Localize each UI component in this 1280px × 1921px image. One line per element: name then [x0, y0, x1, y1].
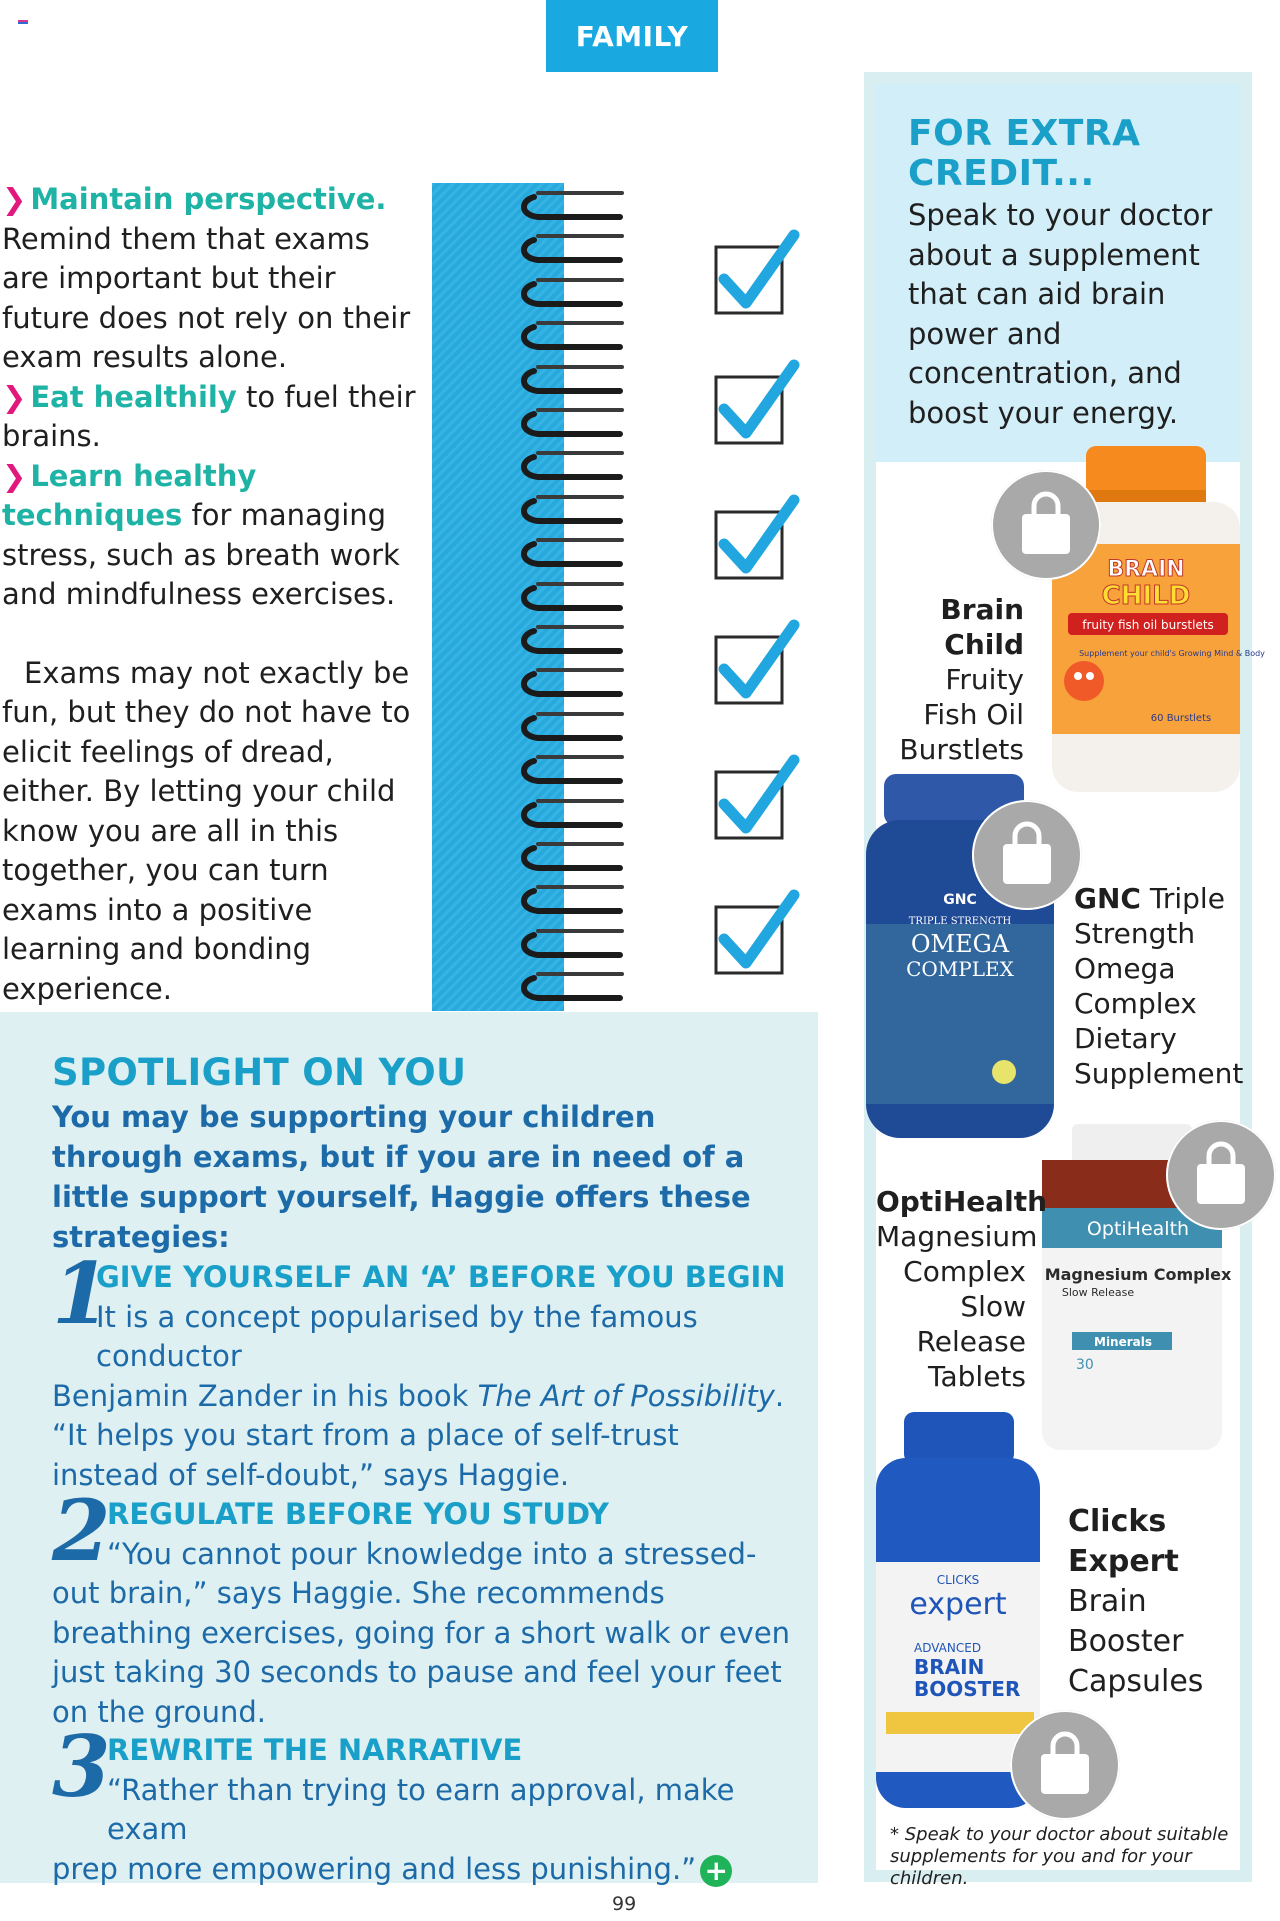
bottle-label-text: 60 Burstlets: [1150, 713, 1212, 724]
strategy-item: [52, 1244, 792, 1495]
bottle-label-text: CHILD: [1101, 581, 1191, 611]
product-desc: Magnesium Complex Slow Release Tablets: [876, 1220, 1038, 1393]
bottle-label-text: Slow Release: [1061, 1286, 1135, 1299]
strategy-text: . “It helps you start from a place of self-trust instead of self-doubt,” says Haggie.: [52, 1378, 785, 1492]
spiral-ring: [524, 534, 634, 574]
checkbox-checked-icon: [708, 748, 808, 848]
spotlight-title: SPOTLIGHT ON YOU: [52, 1051, 467, 1094]
bullet-item: [2, 457, 422, 615]
bottle-label-text: CLICKS: [936, 1573, 980, 1587]
strategy-number: 3: [52, 1717, 111, 1816]
bullet-text: for managing stress, such as breath work and mindfulness exercises.: [2, 498, 400, 611]
spiral-ring: [524, 968, 634, 1008]
strategy-first-line: It is a concept popularised by the famous conductor: [96, 1299, 698, 1373]
strategy-body: [52, 1535, 792, 1733]
strategy-number: 2: [52, 1481, 111, 1580]
notebook-illustration: [432, 183, 822, 1011]
product-desc: Fruity Fish Oil Burstlets: [899, 663, 1024, 766]
bottle-label-text: 30: [1076, 1357, 1094, 1373]
bottle-label-text: Supplement your child's Growing Mind & Body: [1079, 649, 1265, 658]
spiral-ring: [524, 447, 634, 487]
bullet-text: to fuel their brains.: [2, 379, 416, 453]
corner-mark: [18, 20, 28, 24]
spiral-ring: [524, 925, 634, 965]
bottle-label-text: OMEGA: [910, 930, 1010, 958]
product-caption: [1074, 881, 1244, 1091]
left-column: [2, 180, 422, 1009]
bullet-heading: Eat healthily: [30, 379, 237, 414]
strategy-number: 1: [52, 1244, 111, 1343]
checkbox-checked-icon: [708, 223, 808, 323]
product-caption: [876, 1184, 1048, 1394]
strategy-body: [52, 1771, 792, 1890]
strategy-first-line: “You cannot pour knowledge into a stressed-: [107, 1536, 757, 1571]
checkbox-checked-icon: [708, 353, 808, 453]
spotlight-intro: You may be supporting your children through exams, but if you are in need of a little support yourself, Haggie offers these strategies:: [52, 1100, 751, 1254]
strategy-heading: GIVE YOURSELF AN ‘A’ BEFORE YOU BEGIN: [96, 1260, 786, 1294]
product-brand: GNC: [1074, 882, 1141, 915]
spiral-ring: [524, 230, 634, 270]
product-caption: [884, 592, 1024, 767]
strategy-first-line: “Rather than trying to earn approval, make exam: [107, 1772, 735, 1846]
spiral-ring: [524, 491, 634, 531]
chevron-right-icon: ❯: [2, 182, 27, 216]
bottle-label-text: COMPLEX: [906, 957, 1014, 981]
strategy-body: [52, 1298, 792, 1496]
spiral-ring: [524, 751, 634, 791]
shopping-bag-icon[interactable]: [972, 800, 1082, 910]
product-brand: Brain Child: [940, 593, 1024, 661]
strategy-item: [52, 1717, 792, 1889]
bullet-heading: Learn healthy techniques: [2, 458, 257, 532]
bottle-label-text: BRAIN: [1107, 557, 1185, 582]
sidebar-body: Speak to your doctor about a supplement that can aid brain power and concentration, and boost your energy.: [908, 198, 1213, 430]
bottle-label-text: OptiHealth: [1086, 1218, 1190, 1240]
disclaimer-note: * Speak to your doctor about suitable supplements for you and for your children.: [890, 1824, 1229, 1889]
spiral-ring: [524, 317, 634, 357]
chevron-right-icon: ❯: [2, 379, 27, 414]
section-tab: FAMILY: [546, 0, 718, 72]
strategy-text: Benjamin Zander in his book: [52, 1378, 478, 1413]
product-brand: Clicks Expert: [1068, 1504, 1179, 1579]
bottle-label-text: fruity fish oil burstlets: [1082, 618, 1214, 632]
bottle-label-text: expert: [909, 1587, 1007, 1622]
spiral-ring: [524, 795, 634, 835]
spiral-ring: [524, 404, 634, 444]
bullet-text: Remind them that exams are important but their future does not rely on their exam results alone.: [2, 221, 411, 374]
extra-credit-sidebar: [864, 72, 1265, 1889]
spiral-ring: [524, 881, 634, 921]
strategy-text: out brain,” says Haggie. She recommends breathing exercises, going for a short walk or even just taking 30 seconds to pause and feel your feet on the ground.: [52, 1576, 791, 1729]
checkbox-checked-icon: [708, 883, 808, 983]
product-brand: OptiHealth: [876, 1185, 1048, 1218]
strategy-item: [52, 1481, 792, 1732]
checkbox-checked-icon: [708, 613, 808, 713]
bottle-label-text: BRAIN: [914, 1655, 985, 1679]
chevron-right-icon: ❯: [2, 458, 27, 493]
page-number: 99: [612, 1893, 637, 1915]
spiral-ring: [524, 361, 634, 401]
strategy-text: prep more empowering and less punishing.”: [52, 1851, 697, 1886]
shopping-bag-icon[interactable]: [1010, 1710, 1120, 1820]
shopping-bag-icon[interactable]: [1166, 1120, 1276, 1230]
product-desc: Brain Booster Capsules: [1068, 1584, 1204, 1699]
sidebar-title: FOR EXTRA CREDIT...: [908, 113, 1141, 194]
spiral-ring: [524, 187, 634, 227]
spiral-ring: [524, 621, 634, 661]
bullet-item: [2, 180, 422, 378]
spiral-ring: [524, 578, 634, 618]
strategy-heading: REWRITE THE NARRATIVE: [107, 1733, 523, 1767]
bottle-label-text: TRIPLE STRENGTH: [908, 916, 1012, 927]
plus-circle-icon: +: [700, 1855, 732, 1887]
bottle-label-text: Minerals: [1094, 1335, 1153, 1349]
bottle-label-text: Magnesium Complex: [1044, 1265, 1232, 1284]
spiral-ring: [524, 274, 634, 314]
bullet-item: [2, 378, 422, 457]
bottle-label-text: ADVANCED: [914, 1641, 982, 1655]
product-caption: [1068, 1502, 1228, 1702]
closing-paragraph: Exams may not exactly be fun, but they do not have to elicit feelings of dread, either. By letting your child know you are all in this together, you can turn exams into a positive learning and bonding experience.: [2, 655, 411, 1006]
spiral-ring: [524, 708, 634, 748]
bullet-heading: Maintain perspective.: [30, 182, 387, 216]
strategy-heading: REGULATE BEFORE YOU STUDY: [107, 1497, 609, 1531]
bottle-label-text: GNC: [943, 892, 977, 908]
spiral-ring: [524, 664, 634, 704]
spiral-ring: [524, 838, 634, 878]
bottle-label-text: BOOSTER: [914, 1677, 1021, 1701]
book-title: The Art of Possibility: [477, 1378, 775, 1413]
shopping-bag-icon[interactable]: [991, 470, 1101, 580]
product-desc: Triple Strength Omega Complex Dietary Supplement: [1074, 882, 1244, 1090]
checkbox-checked-icon: [708, 488, 808, 588]
